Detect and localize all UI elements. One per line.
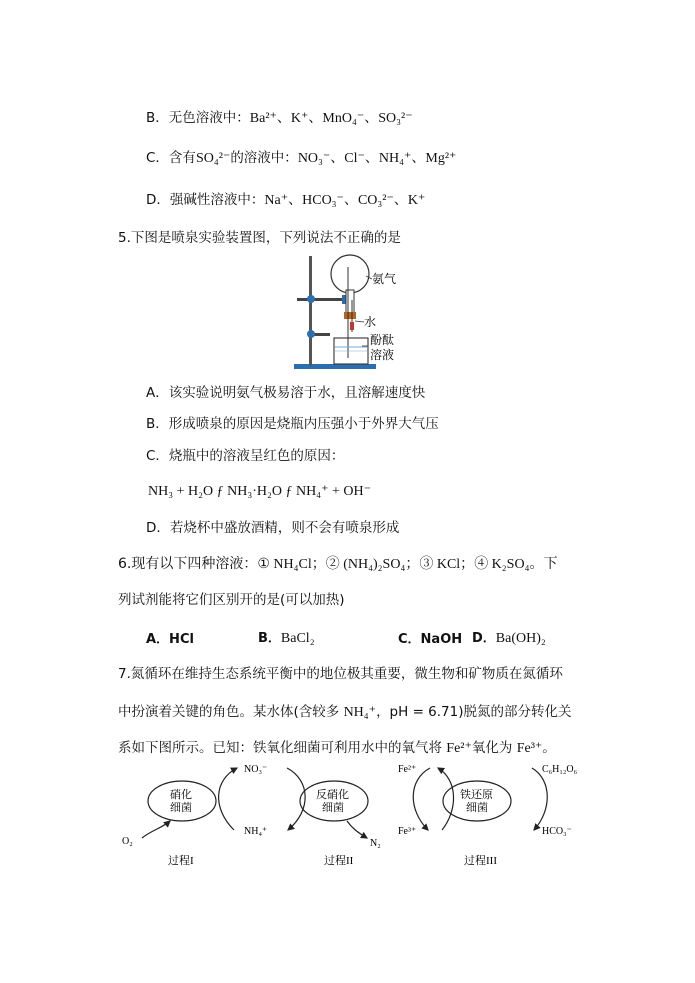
denitrifying-bacteria-ellipse [300,781,368,821]
process-3-label: 过程III [464,855,497,867]
flask-bulb [331,255,369,293]
q4-option-d-ions: Na⁺、HCO₃⁻、CO₃²⁻、K⁺ [264,193,426,208]
q6-option-b-label: B． [258,631,281,646]
q4-option-c-sulfate: SO₄²⁻ [195,151,231,166]
stand-base [294,364,376,369]
fountain-apparatus-figure [292,252,422,372]
bac2-line2: 细菌 [322,802,344,814]
q7-line3-fe2: Fe²⁺ [446,741,472,756]
q6-option-b-chem: BaCl₂ [280,631,315,646]
species-nitrogen: N₂ [370,838,381,849]
nitrogen-cycle-diagram [112,758,612,873]
label-water: 水 [364,315,377,329]
label-solution: 溶液 [370,348,395,362]
q4-option-d [146,190,425,211]
q6-item-3: ③ KCl； [419,557,475,572]
species-fe3: Fe³⁺ [398,826,417,837]
q7-line3-c: 。 [542,740,556,756]
label-ammonia: 氨气 [372,272,397,286]
q7-line2-a: 中扮演着关键的角色。某水体(含较多 [118,704,344,720]
q4-option-b [146,108,413,129]
q7-line3 [118,738,556,759]
q6-option-d-label: D． [472,631,496,646]
q7-line1: 7.氮循环在维持生态系统平衡中的地位极其重要，微生物和矿物质在氮循环 [118,666,563,682]
bac2-line1: 反硝化 [316,789,349,801]
bac3-line1: 铁还原 [460,789,493,801]
q6-option-d-chem: Ba(OH)₂ [495,631,546,646]
q6-option-a: A．HCl [146,632,194,647]
process-2-label: 过程II [324,855,354,867]
q7-line2-b: ，pH = 6.71)脱氮的部分转化关 [376,704,572,720]
q5-stem: 5.下图是喷泉实验装置图，下列说法不正确的是 [118,230,401,246]
q4-option-c-ions: NO₃⁻、Cl⁻、NH₄⁺、Mg²⁺ [297,151,457,166]
q5-option-a: A．该实验说明氨气极易溶于水，且溶解速度快 [146,385,426,401]
species-fe2: Fe²⁺ [398,764,417,775]
q7-line3-a: 系如下图所示。已知：铁氧化细菌可利用水中的氧气将 [118,740,447,756]
q7-line3-fe3: Fe³⁺ [516,741,543,756]
species-glucose: C₆H₁₂O₆ [542,764,578,775]
q6-stem-line2: 列试剂能将它们区别开的是(可以加热) [118,592,345,608]
q6-option-d [472,627,546,647]
process-1-label: 过程I [168,855,194,867]
species-nitrate: NO₃⁻ [244,764,268,775]
q4-option-b-ions: Ba²⁺、K⁺、MnO₄⁻、SO₃²⁻ [249,111,413,126]
q6-option-b [258,627,315,647]
label-phenolphthalein: 酚酞 [370,333,395,347]
stand-rod [309,256,312,366]
q6-stem-intro: 6.现有以下四种溶液： [118,556,258,572]
q7-line3-b: 氧化为 [471,740,517,756]
q4-option-c [146,148,456,169]
q6-item-4: ④ K₂SO₄。下 [474,557,558,572]
q4-option-c-label: C．含有 [146,150,196,166]
bac1-line1: 硝化 [170,789,192,801]
q7-line2 [118,702,572,723]
q4-option-c-mid: 的溶液中： [230,150,298,166]
q7-line2-ion: NH₄⁺ [343,705,377,720]
upper-clamp-arm [297,298,347,301]
q6-stem-line1 [118,554,557,575]
species-bicarbonate: HCO₃⁻ [542,826,572,837]
bac3-line2: 细菌 [466,802,488,814]
q4-option-d-label: D．强碱性溶液中： [146,192,265,208]
q4-option-b-label: B．无色溶液中： [146,110,250,126]
q6-item-1: ① NH₄Cl； [257,557,326,572]
q5-option-d: D．若烧杯中盛放酒精，则不会有喷泉形成 [146,520,400,536]
q5-option-b: B．形成喷泉的原因是烧瓶内压强小于外界大气压 [146,416,439,432]
q5-option-c: C．烧瓶中的溶液呈红色的原因： [146,448,345,464]
q6-item-2: ② (NH₄)₂SO₄； [325,557,420,572]
species-oxygen: O₂ [122,836,133,847]
bac1-line2: 细菌 [170,802,192,814]
species-ammonium: NH₄⁺ [244,826,268,837]
q6-option-c: C．NaOH [398,632,463,647]
flask-stopper [344,312,356,319]
q5-equation: NH₃ + H₂O ƒ NH₃·H₂O ƒ NH₄⁺ + OH⁻ [148,484,371,499]
nitrifying-bacteria-ellipse [148,781,216,821]
